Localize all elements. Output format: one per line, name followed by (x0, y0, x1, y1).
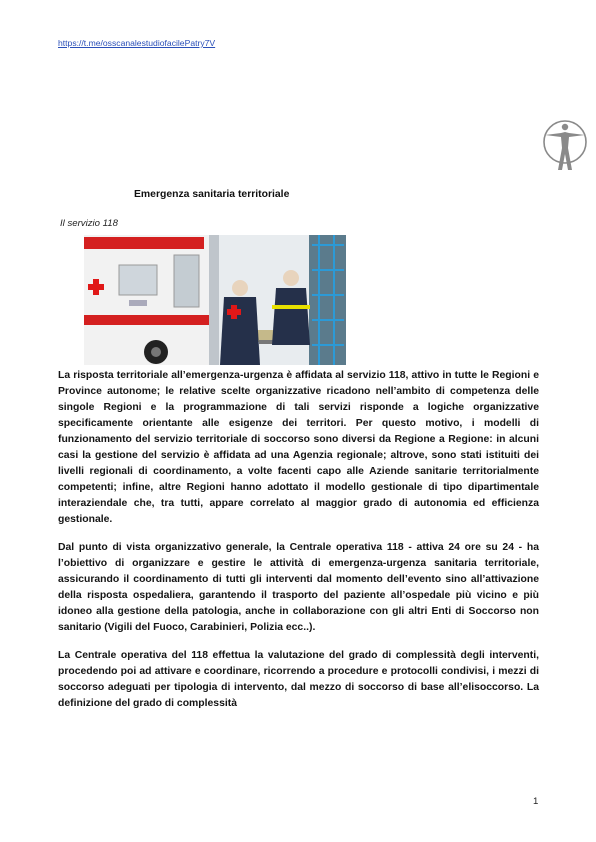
document-title: Emergenza sanitaria territoriale (134, 189, 290, 200)
paragraph-3: La Centrale operativa del 118 effettua la valutazione del grado di complessità degli interventi, procedendo poi ad attivare e coordinare, ricorrendo a procedure e protocolli condivisi, i mezzi di soccorso adeguati per tipologia di intervento, dal mezzo di soccorso di base all’elisoccorso. La definizione del grado di complessità (58, 650, 539, 709)
ambulance-photo (84, 235, 346, 365)
paragraph-2: Dal punto di vista organizzativo generale, la Centrale operativa 118 - attiva 24 ore su 24 - ha l’obiettivo di organizzare e gestire le attività di emergenza-urgenza sanitaria territoriale, assicurando il coordinamento di tutti gli interventi dal momento dell’evento sino all’attivazione della risposta ospedaliera, garantendo il trasporto del paziente all’ospedale più vicino e più idoneo alla gestione della patologia, anche in collaborazione con gli altri Enti di Soccorso non sanitario (Vigili del Fuoco, Carabinieri, Polizia ecc..). (58, 542, 539, 633)
vitruvian-figure-logo-icon (539, 118, 591, 176)
document-body (58, 368, 539, 724)
paragraph-1: La risposta territoriale all’emergenza-urgenza è affidata al servizio 118, attivo in tutte le Regioni e Province autonome; le relative scelte organizzative ricadono nell’ambito di competenza delle singole Regioni e la programmazione di tali servizi risponde a logiche organizzative specificamente orientante alle esigenze dei territori. Per questo motivo, i modelli di funzionamento del servizio territoriale di soccorso sono diversi da Regione a Regione: in alcuni casi la gestione del servizio è affidata ad una Agenzia regionale; altrove, sono stati istituiti dei livelli regionali di coordinamento, a volte facenti capo alle Aziende sanitarie territorialmente competenti; infine, altre Regioni hanno adottato il modello gestionale di tipo dipartimentale interaziendale che, tra tutti, appare correlato al maggior grado di autonomia ed efficienza gestionale. (58, 370, 539, 525)
section-subtitle: Il servizio 118 (60, 218, 118, 229)
page-number: 1 (533, 796, 539, 807)
telegram-link[interactable]: https://t.me/osscanalestudiofacilePatry7V (58, 38, 216, 48)
